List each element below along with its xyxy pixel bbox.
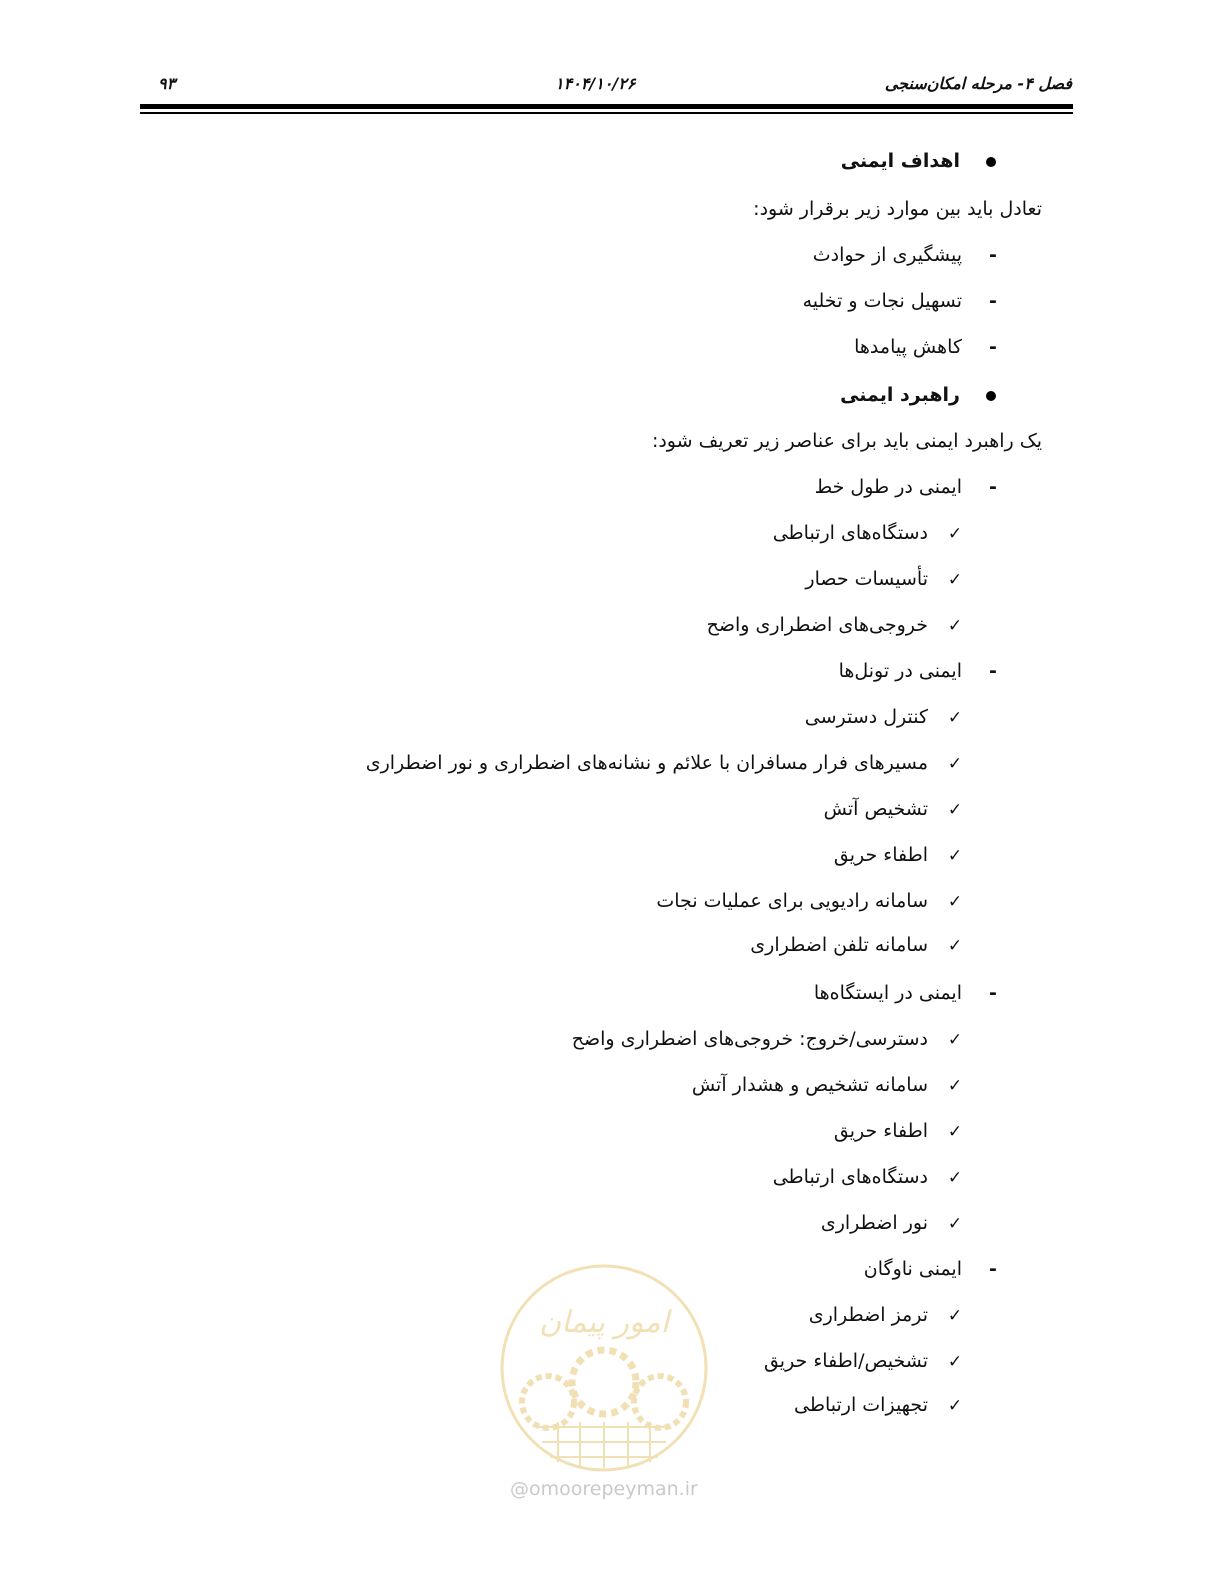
list-item bbox=[813, 242, 1004, 268]
header-rule-thin bbox=[140, 112, 1073, 114]
check-icon: ✓ bbox=[947, 524, 963, 544]
section-title bbox=[814, 980, 1004, 1006]
check-item bbox=[656, 888, 966, 915]
check-item bbox=[773, 1164, 966, 1191]
check-icon: ✓ bbox=[947, 1122, 963, 1142]
check-item bbox=[805, 566, 966, 593]
check-item-text: سامانه تلفن اضطراری bbox=[750, 934, 928, 956]
list-item-text: پیشگیری از حوادث bbox=[812, 244, 962, 266]
check-item-text: ترمز اضطراری bbox=[808, 1304, 928, 1326]
check-item-text: دستگاه‌های ارتباطی bbox=[772, 1166, 928, 1188]
section-title bbox=[815, 474, 1004, 500]
check-icon: ✓ bbox=[947, 1352, 963, 1372]
check-item-text: تجهیزات ارتباطی bbox=[794, 1394, 928, 1416]
check-item-text: مسیرهای فرار مسافران با علائم و نشانه‌های اضطراری و نور اضطراری bbox=[365, 752, 928, 774]
check-item-text: تشخیص آتش bbox=[823, 798, 928, 820]
check-item bbox=[824, 796, 966, 823]
paragraph-balance: تعادل باید بین موارد زیر برقرار شود: bbox=[753, 198, 1042, 220]
check-icon: ✓ bbox=[947, 1168, 963, 1188]
watermark-logo-text: امور پیمان bbox=[539, 1305, 669, 1340]
check-icon: ✓ bbox=[947, 708, 963, 728]
check-icon: ✓ bbox=[947, 1396, 963, 1416]
section-title-text: ایمنی ناوگان bbox=[863, 1258, 962, 1280]
check-item bbox=[773, 520, 966, 547]
check-item-text: دستگاه‌های ارتباطی bbox=[772, 522, 928, 544]
heading-text: راهبرد ایمنی bbox=[840, 384, 960, 406]
section-title bbox=[839, 658, 1004, 684]
check-item-text: دسترسی/خروج: خروجی‌های اضطراری واضح bbox=[571, 1028, 928, 1050]
watermark-logo bbox=[498, 1262, 710, 1474]
check-item bbox=[750, 932, 966, 959]
check-item-text: تشخیص/اطفاء حریق bbox=[763, 1350, 928, 1372]
list-item-text: تسهیل نجات و تخلیه bbox=[802, 290, 962, 312]
watermark-url: @omoorepeyman.ir bbox=[510, 1478, 698, 1500]
bullet-icon bbox=[980, 148, 1002, 174]
dash-icon: - bbox=[989, 982, 997, 1004]
check-item-text: سامانه رادیویی برای عملیات نجات bbox=[656, 890, 928, 912]
check-item bbox=[805, 704, 966, 731]
check-icon: ✓ bbox=[947, 1214, 963, 1234]
check-item-text: کنترل دسترسی bbox=[804, 706, 928, 728]
check-icon: ✓ bbox=[947, 1030, 963, 1050]
check-item bbox=[834, 842, 966, 869]
check-icon: ✓ bbox=[947, 846, 963, 866]
list-item bbox=[803, 288, 1004, 314]
header-rule-thick bbox=[140, 104, 1073, 109]
heading-safety-goals bbox=[841, 148, 1002, 174]
section-title bbox=[864, 1256, 1004, 1282]
check-item bbox=[834, 1118, 966, 1145]
bullet-icon bbox=[980, 382, 1002, 408]
check-item-text: سامانه تشخیص و هشدار آتش bbox=[691, 1074, 928, 1096]
list-item-text: کاهش پیامدها bbox=[854, 336, 962, 358]
dash-icon: - bbox=[989, 660, 997, 682]
check-icon: ✓ bbox=[947, 570, 963, 590]
check-item bbox=[692, 1072, 966, 1099]
dash-icon: - bbox=[989, 290, 997, 312]
section-title-text: ایمنی در طول خط bbox=[814, 476, 962, 498]
check-icon: ✓ bbox=[947, 1076, 963, 1096]
dash-icon: - bbox=[989, 1258, 997, 1280]
heading-text: اهداف ایمنی bbox=[840, 150, 960, 172]
list-item bbox=[854, 334, 1004, 360]
check-item bbox=[572, 1026, 966, 1053]
dash-icon: - bbox=[989, 476, 997, 498]
check-icon: ✓ bbox=[947, 892, 963, 912]
check-item bbox=[809, 1302, 966, 1329]
check-item-text: خروجی‌های اضطراری واضح bbox=[706, 614, 928, 636]
check-item-text: نور اضطراری bbox=[820, 1212, 928, 1234]
section-title-text: ایمنی در ایستگاه‌ها bbox=[813, 982, 962, 1004]
page-number: ۹۳ bbox=[158, 74, 176, 93]
check-icon: ✓ bbox=[947, 616, 963, 636]
dash-icon: - bbox=[989, 244, 997, 266]
check-item-text: اطفاء حریق bbox=[833, 1120, 928, 1142]
check-item bbox=[764, 1348, 966, 1375]
check-item bbox=[707, 612, 966, 639]
check-item-text: اطفاء حریق bbox=[833, 844, 928, 866]
check-icon: ✓ bbox=[947, 800, 963, 820]
check-icon: ✓ bbox=[947, 936, 963, 956]
check-item bbox=[366, 750, 966, 777]
check-icon: ✓ bbox=[947, 1306, 963, 1326]
dash-icon: - bbox=[989, 336, 997, 358]
check-item bbox=[821, 1210, 966, 1237]
check-item bbox=[794, 1392, 966, 1419]
heading-safety-strategy bbox=[840, 382, 1002, 408]
header-date: ۱۴۰۴/۱۰/۲۶ bbox=[555, 74, 636, 93]
check-item-text: تأسیسات حصار bbox=[805, 568, 928, 590]
check-icon: ✓ bbox=[947, 754, 963, 774]
section-title-text: ایمنی در تونل‌ها bbox=[838, 660, 962, 682]
paragraph-strategy: یک راهبرد ایمنی باید برای عناصر زیر تعریف شود: bbox=[651, 430, 1042, 452]
chapter-title: فصل ۴- مرحله امکان‌سنجی bbox=[884, 74, 1072, 93]
